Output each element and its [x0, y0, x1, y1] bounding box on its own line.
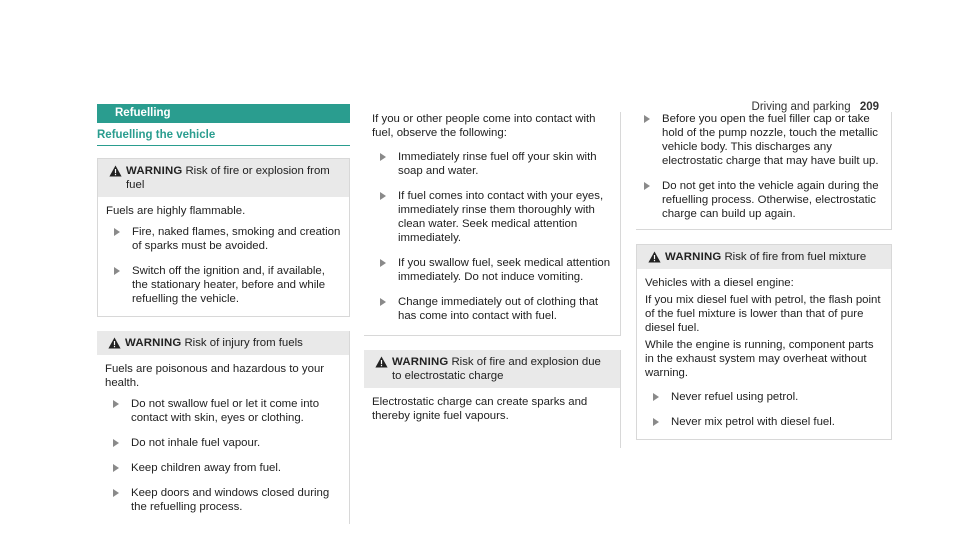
list-item: Fire, naked flames, smoking and creation of sparks must be avoided.: [106, 225, 341, 253]
bullet-arrow-icon: [114, 228, 120, 236]
list-item: Switch off the ignition and, if available, the stationary heater, before and while refuelling the vehicle.: [106, 264, 341, 306]
col2-list: [372, 150, 612, 323]
list-item: Keep doors and windows closed during the refuelling process.: [105, 486, 341, 514]
bullet-arrow-icon: [113, 464, 119, 472]
section-subtitle: Refuelling the vehicle: [97, 128, 350, 146]
warning-intro: Fuels are poisonous and hazardous to your health.: [105, 363, 325, 389]
list-item: Change immediately out of clothing that has come into contact with fuel.: [372, 295, 612, 323]
warning-heading: Risk of fire and explosion due to electrostatic charge: [392, 356, 601, 382]
bullet-arrow-icon: [380, 298, 386, 306]
warning-body: [637, 269, 891, 439]
list-item: If fuel comes into contact with your eyes, immediately rinse them thoroughly with clean water. Seek medical attention immediately.: [372, 189, 612, 245]
column-3: [636, 112, 892, 440]
warning-heading: Risk of fire or explosion from fuel: [126, 165, 330, 191]
continued-warning-box: [364, 112, 621, 336]
list-item: If you swallow fuel, seek medical attention immediately. Do not induce vomiting.: [372, 256, 612, 284]
warning-triangle-icon: [109, 165, 122, 177]
bullet-arrow-icon: [653, 418, 659, 426]
warning-header: [364, 350, 620, 388]
warning-triangle-icon: [375, 356, 388, 368]
list-item: Never refuel using petrol.: [645, 390, 883, 404]
header-title: Driving and parking: [751, 101, 851, 113]
warning-header: [97, 331, 349, 355]
warning-body: [364, 388, 620, 448]
warning-list: [105, 397, 341, 514]
bullet-arrow-icon: [113, 400, 119, 408]
bullet-arrow-icon: [653, 393, 659, 401]
warning-body: [97, 355, 349, 524]
warning-box-electrostatic: [364, 350, 621, 448]
section-title-bar: [97, 104, 350, 123]
col2-intro: If you or other people come into contact with fuel, observe the following:: [372, 113, 596, 139]
warning-intro: Fuels are highly flammable.: [106, 205, 246, 217]
warning-box-injury: [97, 331, 350, 524]
warning-text: While the engine is running, component parts in the exhaust system may overheat without warning.: [645, 339, 874, 379]
bullet-arrow-icon: [380, 259, 386, 267]
warning-text: If you mix diesel fuel with petrol, the flash point of the fuel mixture is lower than that of pure diesel fuel.: [645, 294, 881, 334]
warning-heading: Risk of fire from fuel mixture: [724, 251, 867, 263]
bullet-arrow-icon: [380, 192, 386, 200]
list-item: Do not inhale fuel vapour.: [105, 436, 341, 450]
page-number: 209: [859, 101, 879, 113]
bullet-arrow-icon: [113, 489, 119, 497]
list-item: Do not get into the vehicle again during the refuelling process. Otherwise, electrostatic charge can build up again.: [636, 179, 883, 221]
warning-header: [637, 245, 891, 269]
bullet-arrow-icon: [644, 182, 650, 190]
list-item: Never mix petrol with diesel fuel.: [645, 415, 883, 429]
warning-header: [98, 159, 349, 197]
bullet-arrow-icon: [114, 267, 120, 275]
continued-warning-box: [636, 112, 892, 230]
warning-intro: Electrostatic charge can create sparks and thereby ignite fuel vapours.: [372, 396, 588, 422]
warning-intro: Vehicles with a diesel engine:: [645, 277, 794, 289]
warning-list: [645, 390, 883, 429]
warning-keyword: WARNING: [126, 165, 183, 177]
warning-keyword: WARNING: [665, 251, 722, 263]
list-item: Do not swallow fuel or let it come into contact with skin, eyes or clothing.: [105, 397, 341, 425]
warning-heading: Risk of injury from fuels: [184, 337, 303, 349]
warning-box-fire-explosion: [97, 158, 350, 317]
column-2: [364, 112, 621, 448]
list-item: Immediately rinse fuel off your skin with soap and water.: [372, 150, 612, 178]
warning-triangle-icon: [108, 337, 121, 349]
bullet-arrow-icon: [380, 153, 386, 161]
bullet-arrow-icon: [113, 439, 119, 447]
warning-triangle-icon: [648, 251, 661, 263]
section-title: Refuelling: [115, 107, 171, 119]
warning-keyword: WARNING: [392, 356, 449, 368]
list-item: Before you open the fuel filler cap or take hold of the pump nozzle, touch the metallic vehicle body. This discharges any electrostatic charge that may have built up.: [636, 112, 883, 168]
warning-list: [106, 225, 341, 306]
column-1: [97, 104, 350, 524]
warning-keyword: WARNING: [125, 337, 182, 349]
warning-box-fuel-mixture: [636, 244, 892, 440]
list-item: Keep children away from fuel.: [105, 461, 341, 475]
col3-list: [636, 112, 883, 221]
bullet-arrow-icon: [644, 115, 650, 123]
warning-body: [98, 197, 349, 316]
